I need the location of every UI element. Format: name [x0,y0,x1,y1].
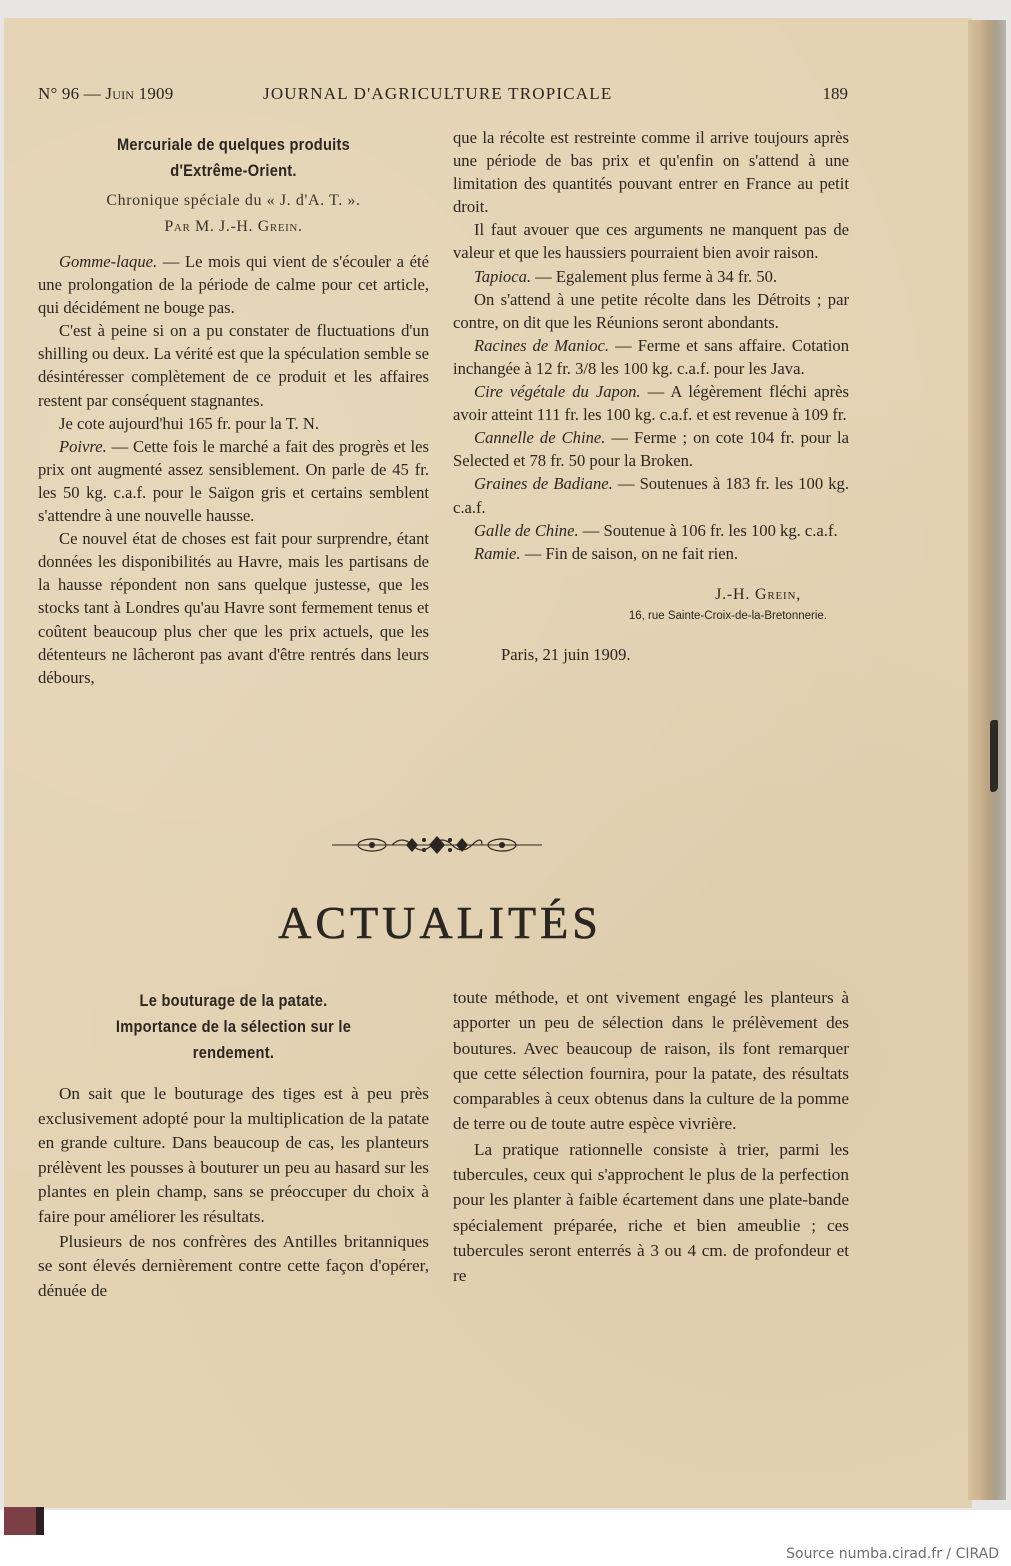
fleuron-ornament-icon [332,832,542,858]
paragraph [453,542,849,565]
paragraph [38,412,429,435]
product-name: Galle de Chine. [474,520,579,540]
paragraph [38,1230,429,1304]
article1-left-column [38,132,429,689]
paragraph [38,527,429,689]
book-page-edge [968,20,1006,1500]
paragraph [38,1082,429,1230]
article1-right-column [453,126,849,666]
paragraph-text: — Ferme et sans affaire. Cotation inchangée à 12 fr. 3/8 les 100 kg. c.a.f. pour les Java. [453,335,849,378]
paragraph-text: toute méthode, et ont vivement engagé les planteurs à apporter un peu de sélection dans le prélèvement des boutures. Avec beaucoup de raison, ils font remarquer que cette sélection fournira, pour la patate, des résultats comparables à ceux obtenus dans la culture de la pomme de terre ou de toute autre espèce vivrière. [453,988,849,1134]
paragraph-text: — A légèrement fléchi après avoir atteint 111 fr. les 100 kg. c.a.f. et est revenue à 109 fr. [453,382,850,425]
article1-title-line1: Mercuriale de quelques produits [116,135,351,154]
paragraph-text: On sait que le bouturage des tiges est à peu près exclusivement adopté pour la multiplication de la patate en grande culture. Dans beaucoup de cas, les planteurs prélèvent les pousses à bouturer un peu au hasard sur les plantes en plein champ, sans se préoccuper du choix à faire pour améliorer les résultats. [38,1084,429,1226]
paragraph-text: que la récolte est restreinte comme il arrive toujours après une période de bas prix et qu'enfin on s'attend à une limitation des quantités pouvant entrer en France au petit droit. [453,128,849,217]
author-address: 16, rue Sainte-Croix-de-la-Bretonnerie. [628,609,827,622]
paragraph-text: — Soutenue à 106 fr. les 100 kg. c.a.f. [578,520,838,540]
paragraph-text: — Soutenues à 183 fr. les 100 kg. c.a.f. [453,474,849,517]
paragraph [38,250,429,319]
product-name: Ramie. [474,543,521,563]
product-name: Cannelle de Chine. [474,428,606,448]
paragraph [453,126,849,218]
article2-title-line1: Le bouturage de la patate. [139,991,328,1010]
paragraph-text: — Cette fois le marché a fait des progrès et les prix ont augmenté assez sensiblement. On parle de 45 fr. les 50 kg. c.a.f. pour le Saïgon gris et certains semblent s'attendre à une nouvelle hausse. [38,436,429,526]
paragraph-text: La pratique rationnelle consiste à trier, parmi les tubercules, ceux qui s'approchent le plus de la perfection pour les planter à faible écartement dans une plate-bande spécialement préparée, riche et bien ameublie ; ces tubercules seront enterrés à 3 ou 4 cm. de profondeur et re [453,1139,849,1286]
author-signature: J.-H. Grein, [715,585,801,603]
section-title: ACTUALITÉS [278,897,602,948]
paragraph [38,435,429,527]
paragraph [453,218,849,264]
paragraph [453,519,849,542]
paragraph [453,472,849,518]
running-head [38,84,848,108]
paragraph [453,334,849,380]
paragraph-text: Plusieurs de nos confrères des Antilles britanniques se sont élevés dernièrement contre cette façon d'opérer, dénuée de [38,1231,429,1300]
paragraph [453,380,849,426]
paragraph-text: — Egalement plus ferme à 34 fr. 50. [531,266,778,286]
article2-right-body [453,985,849,1289]
article1-subtitle: Chronique spéciale du « J. d'A. T. ». [106,192,361,209]
article2-right-column [453,985,849,1289]
article2-left-body [38,1082,429,1303]
article1-byline: Par M. J.-H. Grein. [164,218,303,235]
paragraph-text: Il faut avouer que ces arguments ne manquent pas de valeur et que les haussiers pourraient bien avoir raison. [453,220,849,263]
article2-left-column [38,988,429,1303]
edge-ink-mark [990,720,998,792]
product-name: Graines de Badiane. [474,474,613,494]
paragraph [453,1137,849,1289]
dateline: Paris, 21 juin 1909. [501,644,631,664]
product-name: Tapioca. [474,266,532,286]
article2-title-line2: Importance de la sélection sur le [115,1017,352,1036]
article1-title-line2: d'Extrême-Orient. [170,161,297,180]
paragraph-text: — Fin de saison, on ne fait rien. [520,543,739,563]
paragraph [453,265,849,288]
product-name: Gomme-laque. [59,252,158,271]
paragraph [453,288,849,334]
paragraph-text: Je cote aujourd'hui 165 fr. pour la T. N. [59,413,319,433]
paragraph [453,985,849,1137]
product-name: Racines de Manioc. [474,335,610,355]
product-name: Poivre. [59,436,107,456]
article1-right-body [453,126,849,565]
article1-left-body [38,250,429,689]
page-number: 189 [822,84,848,103]
source-credit: Source numba.cirad.fr / CIRAD [786,1546,999,1562]
article2-title-line3: rendement. [192,1043,275,1062]
paragraph [453,426,849,472]
issue-number: N° 96 — Juin 1909 [38,84,174,103]
paragraph-text: — Le mois qui vient de s'écouler a été une prolongation de la période de calme pour cet article, qui décidément ne bouge pas. [38,252,429,318]
paragraph-text: C'est à peine si on a pu constater de fluctuations d'un shilling ou deux. La vérité est que la spéculation semble se désintéresser complètement de ce produit et les affaires restent par conséquent stagnantes. [38,321,429,410]
journal-title: JOURNAL D'AGRICULTURE TROPICALE [263,84,613,103]
paragraph [38,319,429,411]
paragraph-text: — Ferme ; on cote 104 fr. pour la Selected et 78 fr. 50 pour la Broken. [453,428,849,471]
product-name: Cire végétale du Japon. [474,382,641,402]
paragraph-text: Ce nouvel état de choses est fait pour surprendre, étant données les disponibilités au Havre, mais les partisans de la hausse répondent non sans quelque justesse, que les stocks tant à Londres qu'au Havre sont fermement tenus et coûtent beaucoup plus cher que les prix actuels, que les détenteurs ne lâcheront pas avant d'être rentrés dans leurs débours, [38,529,429,687]
bookmark-ribbon [4,1507,44,1535]
paragraph-text: On s'attend à une petite récolte dans les Détroits ; par contre, on dit que les Réunions seront abondants. [453,289,849,332]
